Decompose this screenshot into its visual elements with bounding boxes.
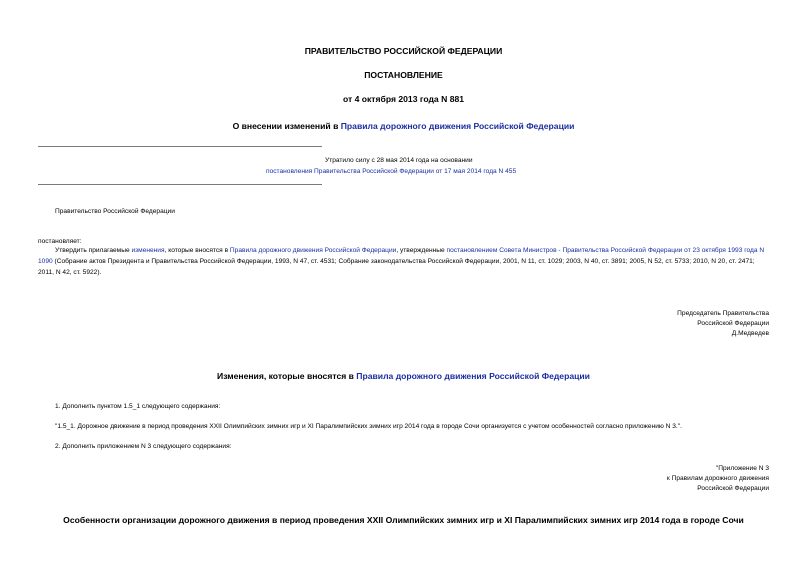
header-doc-type: ПОСТАНОВЛЕНИЕ [364,70,443,80]
p1-text-c: , утвержденные [396,247,447,254]
signature-line2: Российской Федерации [697,320,769,327]
p1-link-changes[interactable]: изменения [131,247,165,254]
change-item-2: 2. Дополнить приложением N 3 следующего содержания: [55,443,232,450]
title-prefix: О внесении изменений в [232,121,341,131]
changes-heading-link[interactable]: Правила дорожного движения Российской Федерации [356,371,590,381]
appendix-line3: Российской Федерации [697,485,769,492]
resolution-paragraph [38,245,771,278]
change-item-1-quote: "1.5_1. Дорожное движение в период проведения XXII Олимпийских зимних игр и XI Паралимпийских зимних игр 2014 года в городе Сочи организуется с учетом особенностей согласно приложению N 3.". [55,423,682,430]
resolves-text: постановляет: [38,238,82,245]
p1-text-a: Утвердить прилагаемые [55,247,132,254]
final-heading: Особенности организации дорожного движения в период проведения XXII Олимпийских зимних игр и XI Паралимпийских зимних игр 2014 года в городе Сочи [63,515,744,525]
change-item-1: 1. Дополнить пунктом 1.5_1 следующего содержания: [55,403,221,410]
notice-link[interactable]: постановления Правительства Российской Федерации от 17 мая 2014 года N 455 [266,168,517,175]
signature-name: Д.Медведев [731,330,769,337]
p1-link-decree[interactable]: постановлением Совета Министров - Правительства Российской Федерации от 23 октября 1993 года N 1090 [38,247,765,265]
appendix-line2: к Правилам дорожного движения [666,475,769,482]
divider-bottom [38,184,322,185]
notice-line1: Утратило силу с 28 мая 2014 года на основании [325,157,473,164]
page-title [0,121,807,131]
government-text: Правительство Российской Федерации [55,208,175,215]
signature-line1: Председатель Правительства [677,310,769,317]
header-org: ПРАВИТЕЛЬСТВО РОССИЙСКОЙ ФЕДЕРАЦИИ [304,46,503,56]
changes-heading [0,371,807,381]
appendix-line1: "Приложение N 3 [715,465,769,472]
title-link[interactable]: Правила дорожного движения Российской Федерации [340,121,575,131]
p1-text-b: , которые вносятся в [164,247,230,254]
p1-link-rules[interactable]: Правила дорожного движения Российской Федерации [229,247,397,254]
header-date-number: от 4 октября 2013 года N 881 [342,94,465,104]
divider-top [38,146,322,147]
changes-heading-prefix: Изменения, которые вносятся в [217,371,357,381]
p1-text-d: (Собрание актов Президента и Правительства Российской Федерации, 1993, N 47, ст. 4531; Собрание законодательства Российской Федерации, 2001, N 11, ст. 1029; 2003, N 40, ст. 3891; 2005, N 52, ст. 5733; 2010, N 20, ст. 2471; 2011, N 42, ст. 5922). [38,258,755,276]
